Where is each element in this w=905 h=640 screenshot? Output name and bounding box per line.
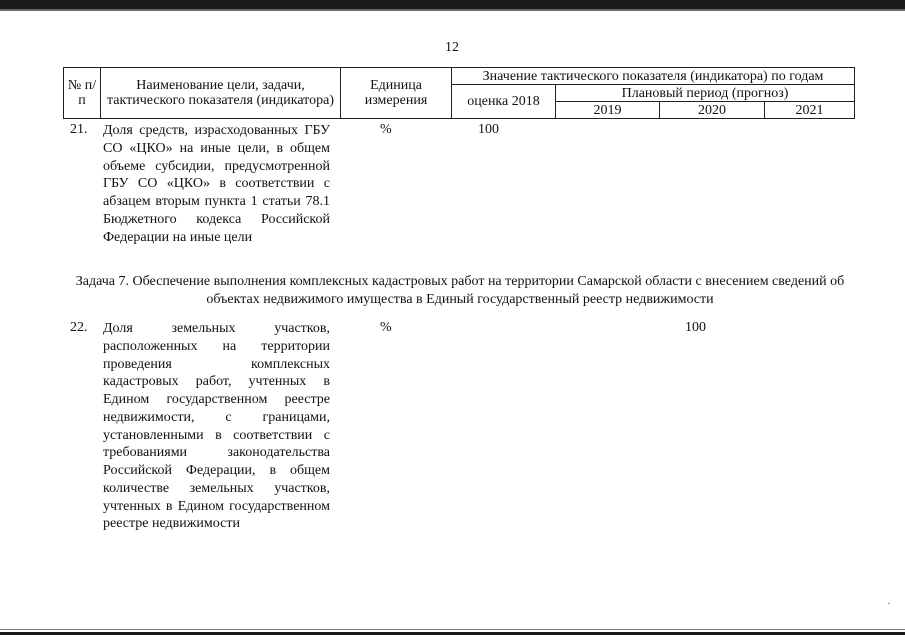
header-values-group: Значение тактического показателя (индикатора) по годам	[452, 68, 855, 85]
bottom-border	[0, 632, 905, 635]
header-name: Наименование цели, задачи, тактического показателя (индикатора)	[101, 68, 341, 119]
header-year-2020: 2020	[660, 102, 765, 119]
row21-number: 21.	[70, 122, 88, 137]
page-number: 12	[445, 40, 459, 55]
top-border-shadow	[0, 9, 905, 11]
row22-unit: %	[380, 320, 392, 335]
row22-number: 22.	[70, 320, 88, 335]
scan-speck: ·	[887, 598, 891, 610]
header-estimate-2018: оценка 2018	[452, 85, 556, 119]
top-border	[0, 0, 905, 9]
header-year-2019: 2019	[556, 102, 660, 119]
indicator-table-header	[63, 67, 855, 119]
header-unit: Единица измерения	[341, 68, 452, 119]
header-num: № п/п	[64, 68, 101, 119]
row22-value-2020: 100	[685, 320, 706, 335]
bottom-border-shadow	[0, 629, 905, 630]
row22-description: Доля земельных участков, расположенных на территории проведения комплексных кадастровых работ, учтенных в Едином государственном реестре недвижимости, с границами, установленными в соответствии с требованиями законодательства Российской Федерации, в общем количестве земельных участков, учтенных в Едином государственном реестре недвижимости	[103, 321, 330, 532]
header-plan-group: Плановый период (прогноз)	[556, 85, 855, 102]
row21-estimate-2018: 100	[478, 122, 499, 137]
row21-description: Доля средств, израсходованных ГБУ СО «ЦКО» на иные цели, в общем объеме субсидии, предусмотренной ГБУ СО «ЦКО» в соответствии с абзацем вторым пункта 1 статьи 78.1 Бюджетного кодекса Российской Федерации на иные цели	[103, 123, 330, 245]
task7-heading: Задача 7. Обеспечение выполнения комплексных кадастровых работ на территории Самарской области с внесением сведений об объектах недвижимого имущества в Единый государственный реестр недвижимости	[75, 274, 845, 307]
header-year-2021: 2021	[765, 102, 855, 119]
row21-unit: %	[380, 122, 392, 137]
